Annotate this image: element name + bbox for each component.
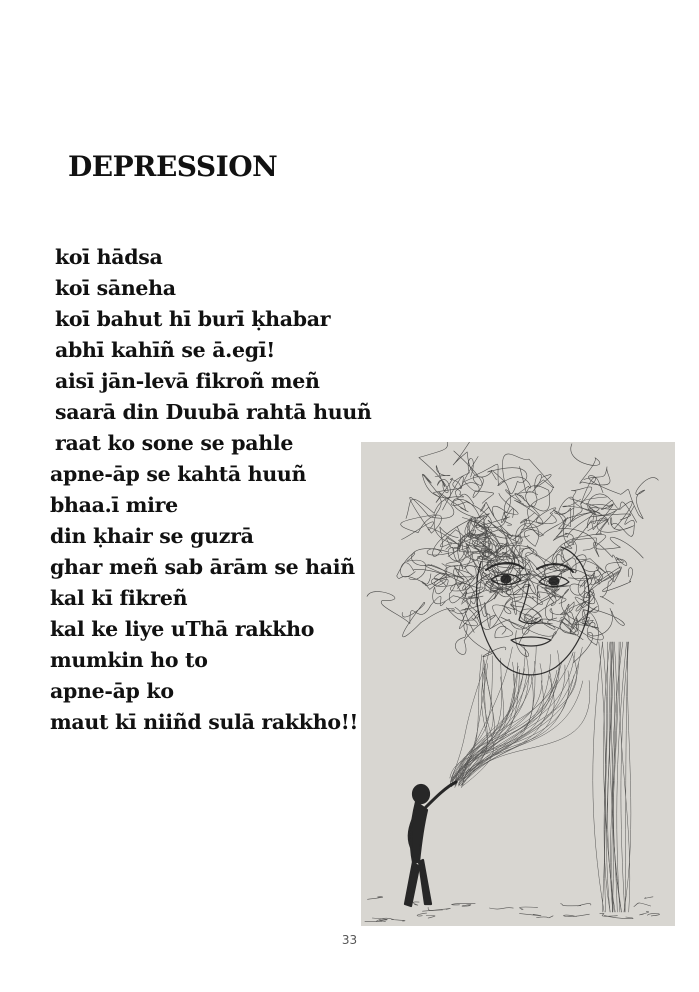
- ground-stroke: [604, 915, 633, 918]
- ground-stroke: [452, 903, 476, 905]
- strand-stroke: [455, 681, 583, 782]
- ground-stroke: [426, 915, 435, 918]
- scribble-stroke: [402, 522, 469, 555]
- ground-stroke: [423, 908, 451, 911]
- ground-stroke: [564, 914, 590, 916]
- scribble-stroke: [563, 569, 601, 597]
- ground-stroke: [578, 904, 591, 906]
- ground-stroke: [520, 907, 538, 909]
- scribble-stroke: [422, 574, 469, 614]
- ground-stroke: [537, 916, 554, 918]
- scribble-face-illustration: [361, 442, 675, 926]
- poem-line: kal kī fikreñ: [50, 586, 188, 610]
- poem-line: saarā din Duubā rahtā huuñ: [55, 400, 372, 424]
- scribble-stroke: [402, 602, 463, 637]
- strand-stroke: [452, 662, 562, 782]
- poem-line: koī hādsa: [55, 245, 163, 269]
- poem-line: kal ke liye uThā rakkho: [50, 617, 315, 641]
- ground-stroke: [417, 913, 427, 916]
- ground-stroke: [634, 903, 651, 907]
- page-number: 33: [341, 933, 358, 947]
- scribble-stroke: [559, 497, 632, 529]
- poem-line: raat ko sone se pahle: [55, 431, 294, 455]
- ground-stroke: [413, 902, 419, 905]
- scribble-stroke: [570, 477, 603, 523]
- scribble-stroke: [501, 474, 541, 522]
- ground-stroke: [640, 912, 649, 915]
- scribble-stroke: [401, 497, 454, 533]
- poem-line: bhaa.ī mire: [50, 493, 178, 517]
- wisp-stroke: [625, 642, 628, 912]
- ground-stroke: [368, 897, 383, 900]
- ground-stroke: [647, 913, 659, 915]
- ground-stroke: [645, 897, 653, 899]
- poem-line: apne-āp ko: [50, 679, 174, 703]
- poem-line: koī bahut hī burī ḳhabar: [55, 307, 331, 331]
- poem-line: ghar meñ sab ārām se haiñ: [50, 555, 355, 579]
- scribble-illustration-graphic: [361, 442, 675, 926]
- poem-line: aisī jān-levā fikroñ meñ: [55, 369, 320, 393]
- ground-stroke: [600, 913, 618, 916]
- ground-stroke: [520, 914, 542, 916]
- page-title: DEPRESSION: [68, 150, 278, 183]
- poem-line: koī sāneha: [55, 276, 176, 300]
- ground-stroke: [391, 920, 405, 922]
- poem-line: abhī kahīñ se ā.egī!: [55, 338, 275, 362]
- wisp-stroke: [593, 642, 604, 912]
- scribble-stroke: [493, 604, 537, 637]
- poem-line: mumkin ho to: [50, 648, 208, 672]
- poem-line: maut kī niiñd sulā rakkho!!: [50, 710, 359, 734]
- poem-line: din ḳhair se guzrā: [50, 524, 254, 548]
- ground-stroke: [462, 905, 471, 907]
- ground-stroke: [561, 904, 581, 906]
- ground-stroke: [489, 908, 513, 909]
- ground-stroke: [365, 920, 386, 922]
- scribble-stroke: [553, 497, 630, 540]
- poem-line: apne-āp se kahtā huuñ: [50, 462, 307, 486]
- scribble-stroke: [571, 444, 610, 485]
- scribble-stroke: [367, 592, 445, 624]
